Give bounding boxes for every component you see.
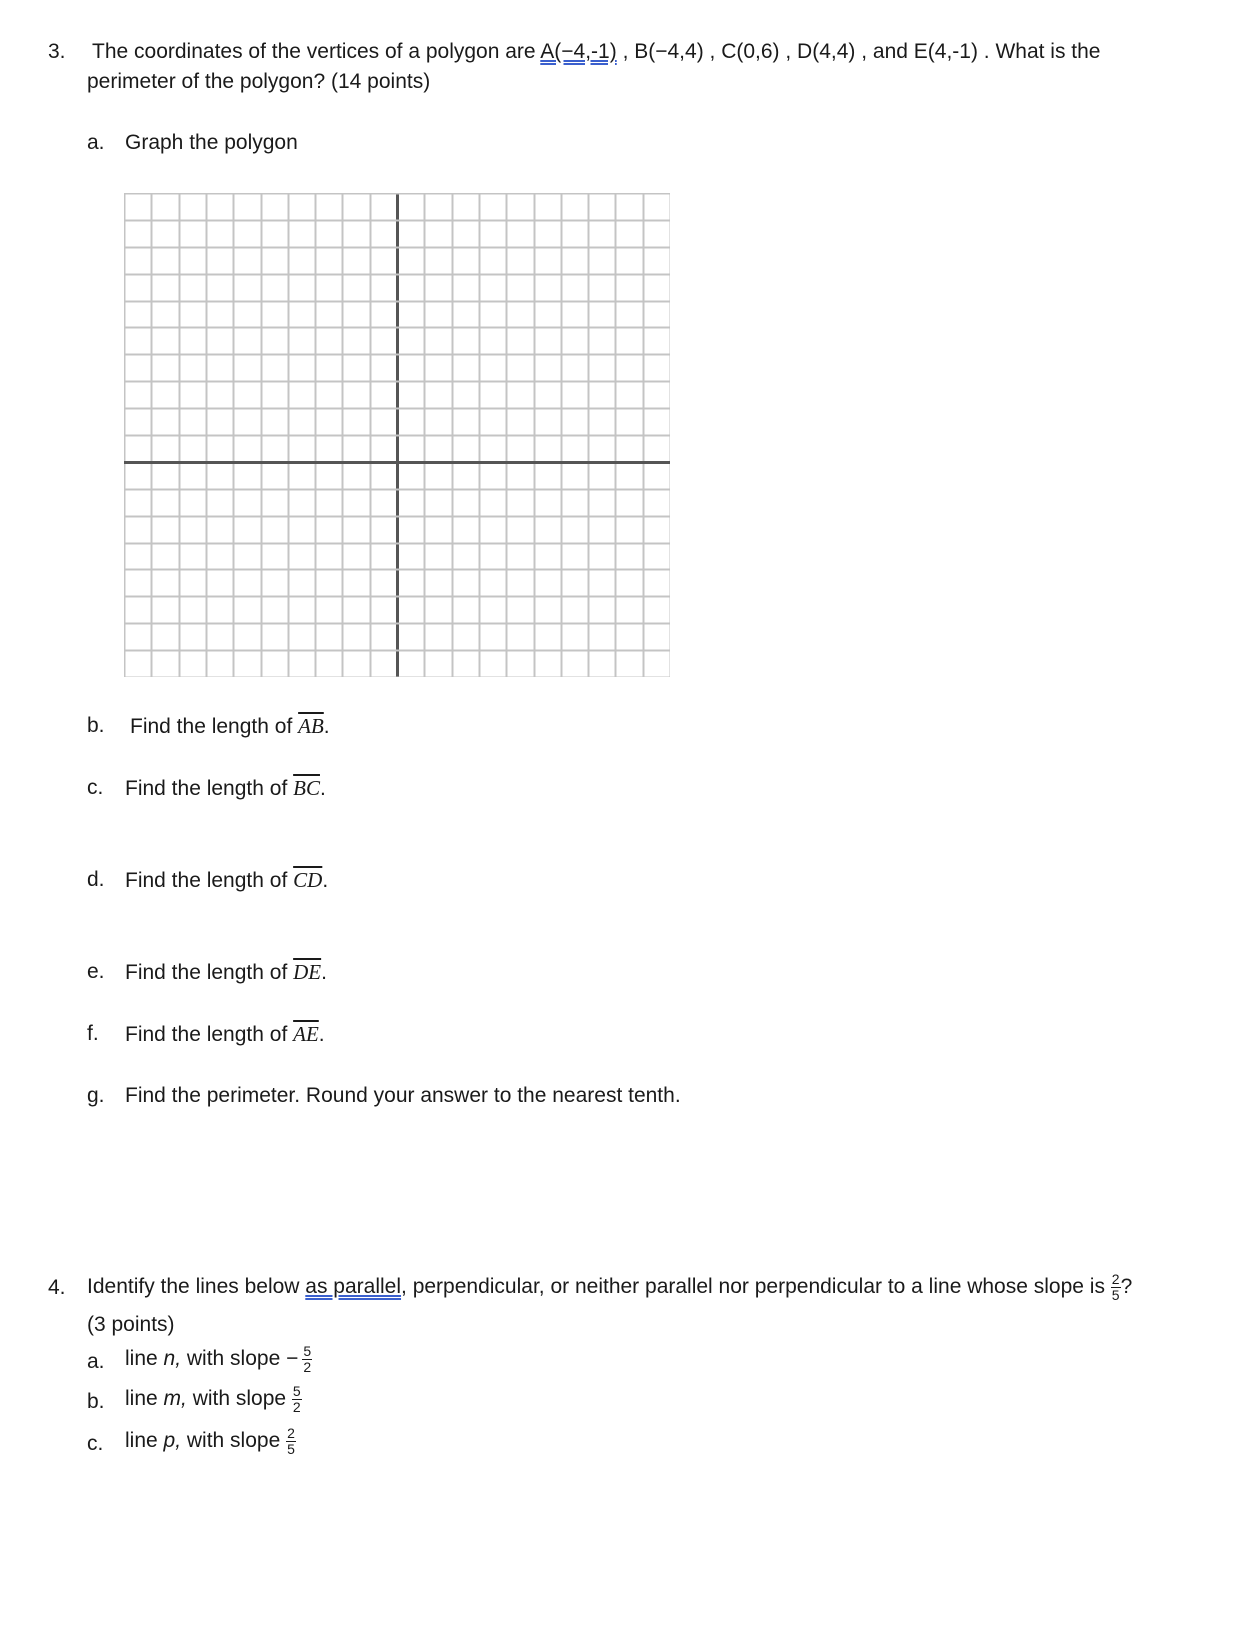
part-3f [125,1022,325,1047]
part-3c [125,776,326,801]
fraction-numerator: 2 [1111,1271,1120,1287]
part-4c-text: line [125,1429,164,1452]
part-4c-letter: c. [87,1432,104,1455]
part-3d [125,868,328,893]
part-3c-end: . [319,777,326,800]
question-4-text: Identify the lines below [87,1275,306,1299]
fraction-numerator: 2 [287,1424,295,1441]
part-4c-text-b: with slope [181,1429,287,1452]
part-4b-letter: b. [87,1390,105,1413]
part-3a-letter: a. [87,131,105,154]
part-3c-text: Find the length of [125,777,294,800]
question-4-text-rest: , perpendicular, or neither parallel nor perpendicular to a line whose slope is [401,1275,1111,1299]
coordinate-grid[interactable] [124,193,670,677]
part-3c-letter: c. [87,776,104,799]
part-3d-letter: d. [87,868,105,891]
part-4a-letter: a. [87,1350,105,1373]
point-a-label: A(−4,-1) [540,40,617,63]
fraction-denominator: 5 [287,1440,295,1457]
part-4a [125,1343,312,1375]
segment-cd: $\overline{CD}$ [293,868,323,892]
part-3b [130,714,330,739]
part-3e [125,960,327,985]
part-4b-variable: m, [163,1387,187,1410]
question-4-number: 4. [48,1276,66,1299]
part-3g-text: Find the perimeter. Round your answer to the nearest tenth. [125,1084,681,1107]
question-4-line1 [87,1272,1132,1303]
part-4c [125,1425,296,1457]
fraction-numerator: 5 [303,1342,312,1359]
question-3-points-list: , B(−4,4) , C(0,6) , D(4,4) , and E(4,-1) . What is the [616,40,1101,63]
part-3b-end: . [323,715,330,738]
question-4-points: (3 points) [87,1313,175,1336]
part-3f-letter: f. [87,1022,99,1045]
part-3a-text: Graph the polygon [125,131,298,154]
part-4b-fraction [292,1384,302,1415]
part-3g-letter: g. [87,1084,105,1107]
part-3e-end: . [321,961,327,984]
fraction-numerator: 5 [292,1382,301,1399]
segment-bc: $\overline{BC}$ [293,776,320,800]
part-4c-variable: p, [163,1429,182,1452]
question-3-text: The coordinates of the vertices of a polygon are [92,40,541,63]
part-3e-letter: e. [87,960,105,983]
part-4a-text: line [125,1347,164,1370]
question-3-line2: perimeter of the polygon? (14 points) [87,70,431,93]
part-4a-text-b: with slope [181,1347,287,1370]
underlined-phrase: as parallel [305,1275,402,1299]
question-3-number: 3. [48,40,66,63]
segment-ae: $\overline{AE}$ [293,1022,319,1046]
part-3b-text: Find the length of [130,715,299,738]
fraction-denominator: 2 [303,1358,312,1375]
part-4a-variable: n, [163,1347,182,1370]
part-4b-text: line [125,1387,164,1410]
part-3d-end: . [322,869,329,892]
segment-ab: $\overline{AB}$ [298,714,324,738]
fraction-denominator: 2 [292,1398,301,1415]
part-3e-text: Find the length of [125,961,294,984]
part-4a-sign: − [286,1347,299,1370]
part-3f-end: . [318,1023,325,1046]
part-3b-letter: b. [87,714,105,737]
part-4b-text-b: with slope [186,1387,292,1410]
fraction-denominator: 5 [1111,1287,1120,1303]
segment-de: $\overline{DE}$ [293,960,322,984]
part-4c-fraction [286,1426,296,1457]
part-3d-text: Find the length of [125,869,294,892]
part-4a-fraction [302,1344,312,1375]
reference-slope-fraction [1111,1272,1121,1303]
part-4b [125,1383,302,1415]
question-3-line1 [92,40,1100,64]
part-3f-text: Find the length of [125,1023,294,1046]
question-4-end: ? [1120,1275,1133,1299]
